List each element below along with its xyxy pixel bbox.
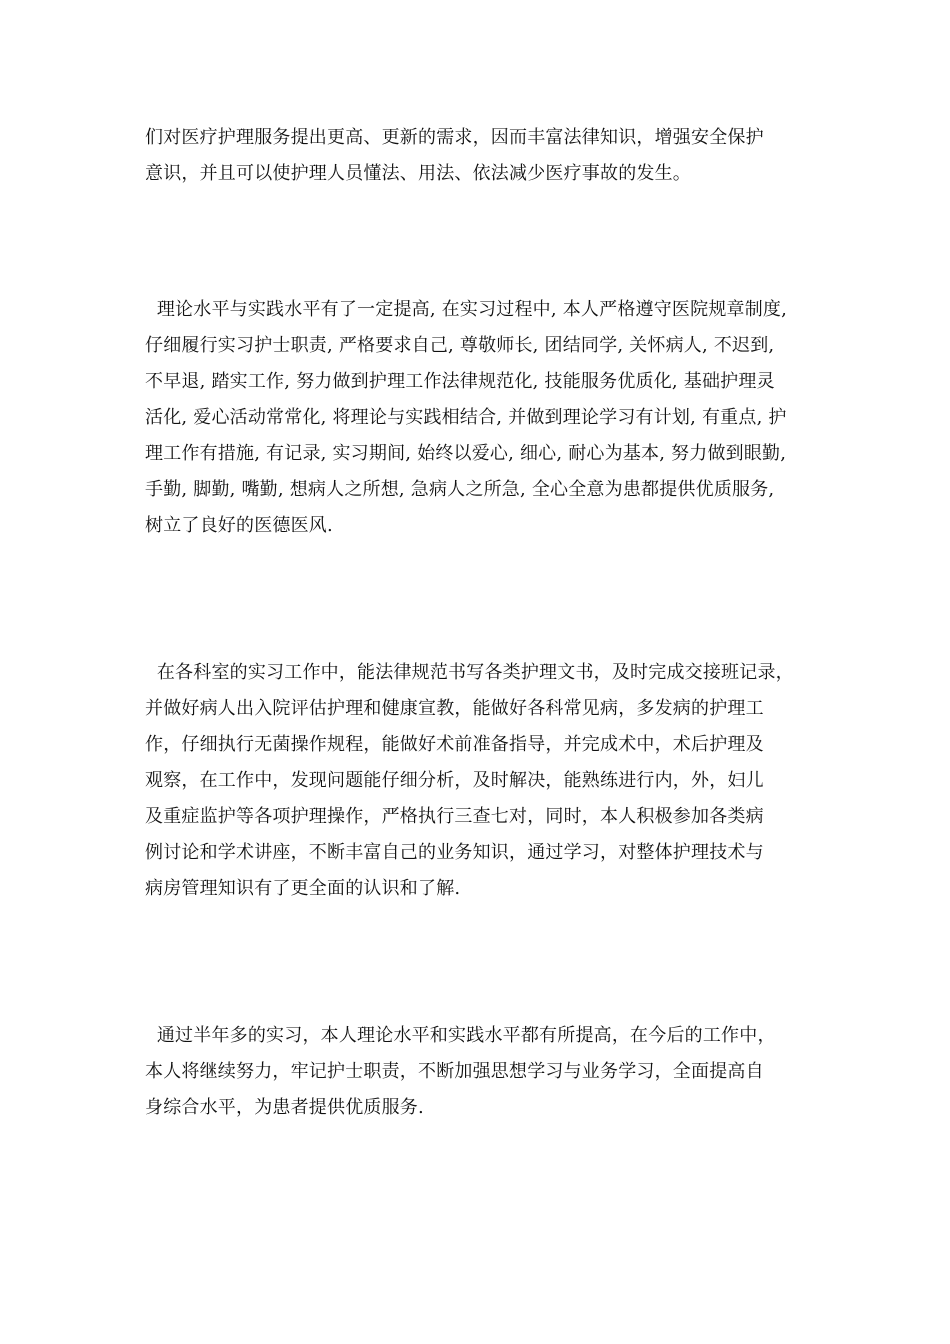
- text-line: 通过半年多的实习，本人理论水平和实践水平都有所提高，在今后的工作中，: [145, 1025, 776, 1046]
- text-line: 例讨论和学术讲座，不断丰富自己的业务知识，通过学习，对整体护理技术与: [145, 842, 764, 863]
- paragraph-4: [145, 1018, 825, 1126]
- text-line: 树立了良好的医德医风.: [145, 515, 333, 536]
- text-line: 本人将继续努力，牢记护士职责，不断加强思想学习与业务学习，全面提高自: [145, 1061, 764, 1082]
- text-line: 观察，在工作中，发现问题能仔细分析，及时解决，能熟练进行内，外，妇儿: [145, 770, 764, 791]
- text-line: 病房管理知识有了更全面的认识和了解.: [145, 878, 461, 899]
- paragraph-3: [145, 655, 825, 907]
- text-line: 不早退, 踏实工作, 努力做到护理工作法律规范化, 技能服务优质化, 基础护理灵: [145, 371, 775, 392]
- text-line: 手勤, 脚勤, 嘴勤, 想病人之所想, 急病人之所急, 全心全意为患都提供优质服务,: [145, 479, 775, 500]
- paragraph-1: [145, 120, 825, 192]
- text-line: 仔细履行实习护士职责, 严格要求自己, 尊敬师长, 团结同学, 关怀病人, 不迟到,: [145, 335, 775, 356]
- text-line: 身综合水平，为患者提供优质服务.: [145, 1097, 424, 1118]
- text-line: 及重症监护等各项护理操作，严格执行三查七对，同时，本人积极参加各类病: [145, 806, 764, 827]
- text-line: 理工作有措施, 有记录, 实习期间, 始终以爱心, 细心, 耐心为基本, 努力做到眼勤,: [145, 443, 787, 464]
- paragraph-2: [145, 292, 825, 544]
- text-line: 理论水平与实践水平有了一定提高, 在实习过程中, 本人严格遵守医院规章制度,: [145, 299, 788, 320]
- text-line: 意识，并且可以使护理人员懂法、用法、依法减少医疗事故的发生。: [145, 163, 691, 184]
- text-line: 活化, 爱心活动常常化, 将理论与实践相结合, 并做到理论学习有计划, 有重点, 护: [145, 407, 787, 428]
- text-line: 作，仔细执行无菌操作规程，能做好术前准备指导，并完成术中，术后护理及: [145, 734, 764, 755]
- text-line: 并做好病人出入院评估护理和健康宣教，能做好各科常见病，多发病的护理工: [145, 698, 764, 719]
- text-line: 在各科室的实习工作中，能法律规范书写各类护理文书，及时完成交接班记录，: [145, 662, 794, 683]
- text-line: 们对医疗护理服务提出更高、更新的需求，因而丰富法律知识，增强安全保护: [145, 127, 764, 148]
